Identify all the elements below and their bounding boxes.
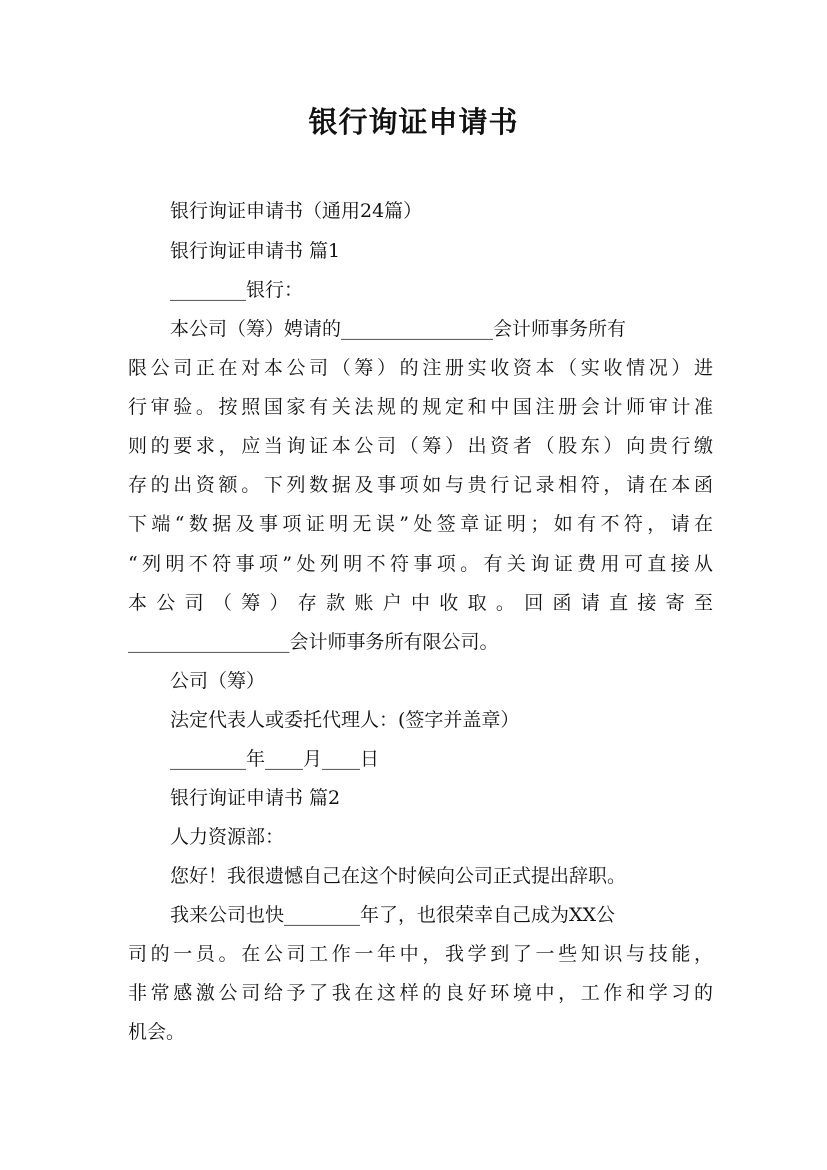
signature-company: 公司（筹） bbox=[170, 670, 266, 692]
salutation-hr: 人力资源部： bbox=[170, 826, 285, 848]
paragraph-line: 您好！我很遗憾自己在这个时候向公司正式提出辞职。 bbox=[170, 865, 627, 887]
paragraph-line: 本公司（筹）存款账户中收取。回函请直接寄至 bbox=[128, 592, 713, 614]
paragraph-line: 本公司（筹）娉请的________________会计师事务所有 bbox=[170, 318, 627, 340]
paragraph-line: 限公司正在对本公司（筹）的注册实收资本（实收情况）进 bbox=[128, 357, 713, 379]
salutation-bank: ________银行： bbox=[170, 279, 304, 301]
signature-date: ________年____月____日 bbox=[170, 748, 380, 770]
paragraph-line: 下端“数据及事项证明无误”处签章证明；如有不符，请在 bbox=[128, 513, 713, 535]
paragraph-line: 我来公司也快________年了，也很荣幸自己成为XX公 bbox=[170, 904, 616, 926]
paragraph-line: 机会。 bbox=[128, 1021, 186, 1043]
paragraph-line: _________________会计师事务所有限公司。 bbox=[128, 631, 499, 653]
paragraph-line: 存的出资额。下列数据及事项如与贵行记录相符，请在本函 bbox=[128, 474, 713, 496]
section-heading-2: 银行询证申请书 篇2 bbox=[170, 787, 341, 809]
paragraph-line: 则的要求，应当询证本公司（筹）出资者（股东）向贵行缴 bbox=[128, 435, 713, 457]
document-title: 银行询证申请书 bbox=[308, 105, 519, 139]
paragraph-line: 司的一员。在公司工作一年中，我学到了一些知识与技能， bbox=[128, 943, 713, 965]
subtitle-line: 银行询证申请书（通用24篇） bbox=[170, 200, 423, 222]
paragraph-line: “列明不符事项”处列明不符事项。有关询证费用可直接从 bbox=[128, 553, 713, 575]
section-heading-1: 银行询证申请书 篇1 bbox=[170, 240, 341, 262]
signature-representative: 法定代表人或委托代理人：(签字并盖章） bbox=[170, 709, 520, 731]
paragraph-line: 行审验。按照国家有关法规的规定和中国注册会计师审计准 bbox=[128, 396, 713, 418]
paragraph-line: 非常感激公司给予了我在这样的良好环境中，工作和学习的 bbox=[128, 982, 713, 1004]
